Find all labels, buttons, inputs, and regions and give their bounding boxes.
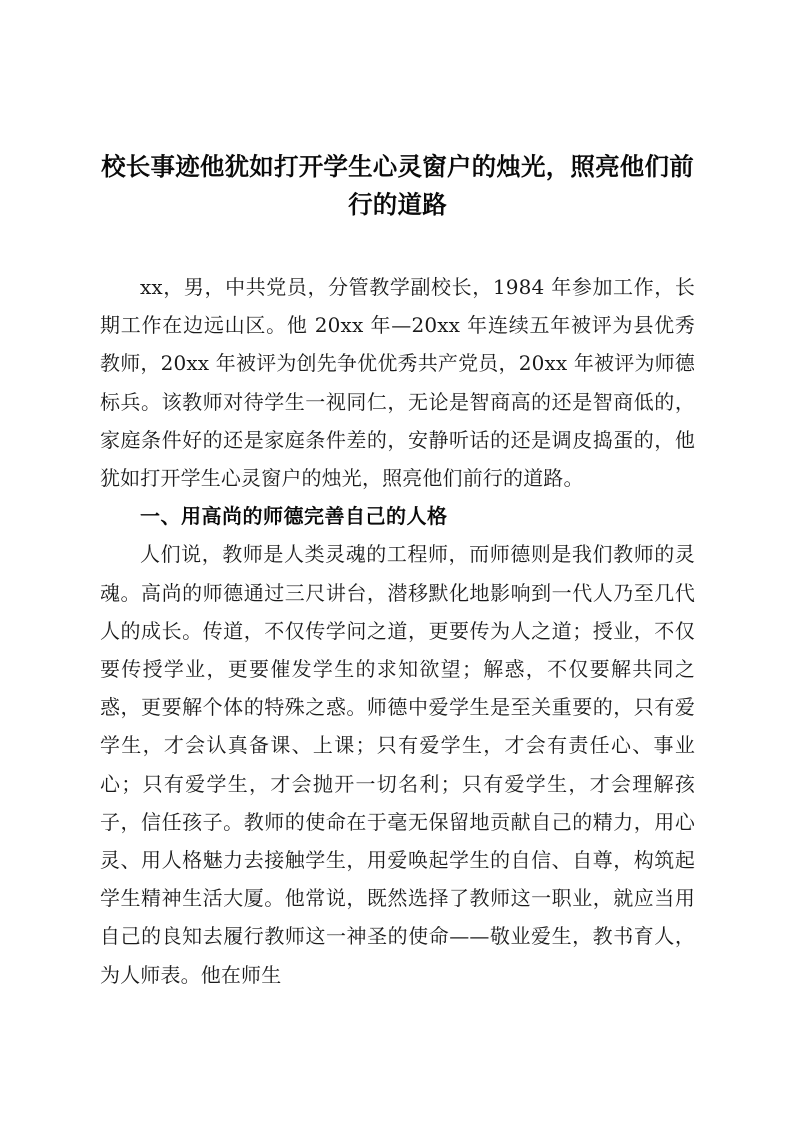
body-paragraph-section-1: 人们说，教师是人类灵魂的工程师，而师德则是我们教师的灵魂。高尚的师德通过三尺讲台，潜移默化地影响到一代人乃至几代人的成长。传道，不仅传学问之道，更要传为人之道；授业，不仅要传授学业，更要催发学生的求知欲望；解惑，不仅要解共同之惑，更要解个体的特殊之惑。师德中爱学生是至关重要的，只有爱学生，才会认真备课、上课；只有爱学生，才会有责任心、事业心；只有爱学生，才会抛开一切名利；只有爱学生，才会理解孩子，信任孩子。教师的使命在于毫无保留地贡献自己的精力，用心灵、用人格魅力去接触学生，用爱唤起学生的自信、自尊，构筑起学生精神生活大厦。他常说，既然选择了教师这一职业，就应当用自己的良知去履行教师这一神圣的使命——敬业爱生，教书育人，为人师表。他在师生 — [100, 542, 695, 987]
document-content — [100, 148, 695, 994]
title-body-spacer — [100, 224, 695, 268]
page-title — [100, 148, 695, 224]
page-title-line-1: 校长事迹他犹如打开学生心灵窗户的烛光，照亮他们前 — [101, 152, 694, 181]
section-heading-1: 一、用高尚的师德完善自己的人格 — [140, 504, 448, 529]
page-title-line-2: 行的道路 — [348, 190, 447, 219]
body-paragraph-intro: xx，男，中共党员，分管教学副校长，1984 年参加工作，长期工作在边远山区。他 20xx 年—20xx 年连续五年被评为县优秀教师，20xx 年被评为创先争优优秀共产党员，20xx 年被评为师德标兵。该教师对待学生一视同仁，无论是智商高的还是智商低的，家庭条件好的还是家庭条件差的，安静听话的还是调皮捣蛋的，他犹如打开学生心灵窗户的烛光，照亮他们前行的道路。 — [100, 275, 695, 491]
